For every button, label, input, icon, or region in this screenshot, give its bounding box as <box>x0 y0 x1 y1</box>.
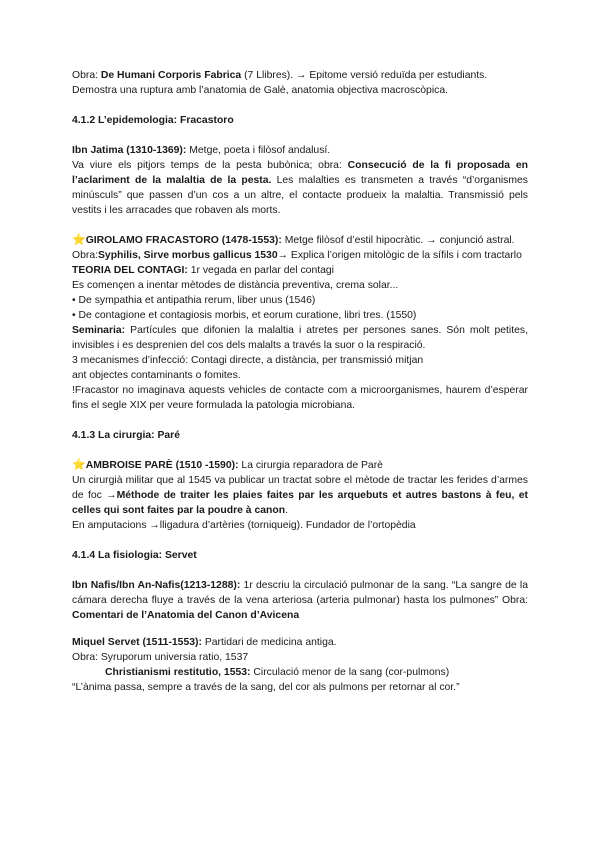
bullet-item-2: • De contagione et contagiosis morbis, et eorum curatione, libri tres. (1550) <box>72 310 417 321</box>
christianismi-desc: Circulació menor de la sang (cor-pulmons) <box>250 667 450 678</box>
fracastoro-name: GIROLAMO FRACASTORO (1478-1553): <box>85 235 282 246</box>
pare-name: AMBROISE PARÈ (1510 -1590): <box>85 460 239 471</box>
vesalius-description: Demostra una ruptura amb l’anatomia de Galè, anatomia objectiva macroscòpica. <box>72 85 448 96</box>
document-page <box>72 68 528 695</box>
pare-text-a: Un cirurgià militar que al 1545 va publicar un tractat sobre el mètode de tractar les ferides d’armes de foc → <box>72 475 528 501</box>
spacer <box>72 218 528 233</box>
nafis-name: Ibn Nafis/Ibn An-Nafis(1213-1288): <box>72 580 241 591</box>
teoria-contagi-label: TEORIA DEL CONTAGI: <box>72 265 188 276</box>
seminaria-paragraph <box>72 323 528 353</box>
fracastor-note: !Fracastor no imaginava aquests vehicles de contacte com a microorganismes, haurem d’esperar fins el segle XIX per veure formulada la patologia microbiana. <box>72 385 528 411</box>
servet-obra: Obra: Syruporum universia ratio, 1537 <box>72 652 249 663</box>
obra-detail: (7 Llibres). → Epitome versió reduïda per estudiants. <box>241 70 488 81</box>
mecanismes-line-1: 3 mecanismes d’infecció: Contagi directe, a distància, per transmissió mitjan <box>72 355 424 366</box>
obra-label: Obra: <box>72 250 98 261</box>
bullet-item-1: • De sympathia et antipathia rerum, liber unus (1546) <box>72 295 316 306</box>
section-heading-cirurgia: 4.1.3 La cirurgia: Paré <box>72 430 181 441</box>
jatima-desc: Metge, poeta i filòsof andalusí. <box>186 145 331 156</box>
teoria-contagi-desc: 1r vegada en parlar del contagi <box>187 265 334 276</box>
jatima-text-a: Va viure els pitjors temps de la pesta bubònica; obra: <box>72 160 348 171</box>
seminaria-label: Seminaria: <box>72 325 126 336</box>
fracastoro-desc: Metge filòsof d’estil hipocràtic. → conjunció astral. <box>281 235 515 246</box>
pare-paragraph <box>72 473 528 518</box>
servet-desc: Partidari de medicina antiga. <box>201 637 337 648</box>
teoria-contagi-line <box>72 263 528 278</box>
christianismi-line <box>72 665 528 680</box>
pare-line <box>72 458 528 473</box>
section-heading-epidemologia: 4.1.2 L’epidemologia: Fracastoro <box>72 115 234 126</box>
star-icon: ⭐ <box>72 234 86 246</box>
servet-name: Miquel Servet (1511-1553): <box>72 637 202 648</box>
syphilis-desc: → Explica l’origen mitològic de la sífils i com tractarlo <box>277 250 522 261</box>
spacer <box>72 623 528 635</box>
amputacions-line: En amputacions →lligadura d’artèries (torniqueig). Fundador de l’ortopèdia <box>72 520 416 531</box>
nafis-desc: 1r descriu la circulació pulmonar de la sang. “La sangre de la cámara derecha fluye a través de la vena arteriosa (arteria pulmonar) hasta los pulmones” Obra: <box>72 580 528 606</box>
mecanismes-line-2: ant objectes contaminants o fomites. <box>72 370 241 381</box>
jatima-line <box>72 143 528 158</box>
pare-text-c: . <box>285 505 288 516</box>
fracastoro-line <box>72 233 528 248</box>
obra-label: Obra: <box>72 70 101 81</box>
pare-obra-title: Méthode de traiter les plaies faites par les arquebuts et autres bastons à feu, et celles qui sont faites par la poudre à canon <box>72 490 528 516</box>
seminaria-desc: Partícules que difonien la malaltia i atretes per persones sanes. Són molt petites, invisibles i es desprenien del cos dels malalts a través la suor o la respiració. <box>72 325 528 351</box>
christianismi-title: Christianismi restitutio, 1553: <box>105 667 251 678</box>
nafis-paragraph <box>72 578 528 623</box>
section-heading-fisiologia: 4.1.4 La fisiologia: Servet <box>72 550 197 561</box>
servet-quote: “L’ànima passa, sempre a través de la sang, del cor als pulmons per retornar al cor.” <box>72 682 460 693</box>
obra-title: De Humani Corporis Fabrica <box>100 70 242 81</box>
metodes-line: Es començen a inentar mètodes de distància preventiva, crema solar... <box>72 280 399 291</box>
jatima-paragraph <box>72 158 528 218</box>
vesalius-obra-line <box>72 68 528 83</box>
servet-line <box>72 635 528 650</box>
nafis-obra-title: Comentari de l’Anatomia del Canon d’Avicena <box>72 610 300 621</box>
jatima-text-c: Les malalties es transmeten a través “d’organismes minúsculs” que passen d’un cos a un altre, el contacte produeix la malaltia. Transmissió pels vestits i les arracades que robaven als morts. <box>72 175 528 216</box>
jatima-name: Ibn Jatima (1310-1369): <box>72 145 187 156</box>
jatima-obra-title: Consecució de la fi proposada en l’aclariment de la malaltia de la pesta. <box>72 160 528 186</box>
syphilis-title: Syphilis, Sirve morbus gallicus 1530 <box>98 250 278 261</box>
pare-desc: La cirurgia reparadora de Parè <box>238 460 383 471</box>
fracastoro-obra <box>72 248 528 263</box>
star-icon: ⭐ <box>72 459 86 471</box>
